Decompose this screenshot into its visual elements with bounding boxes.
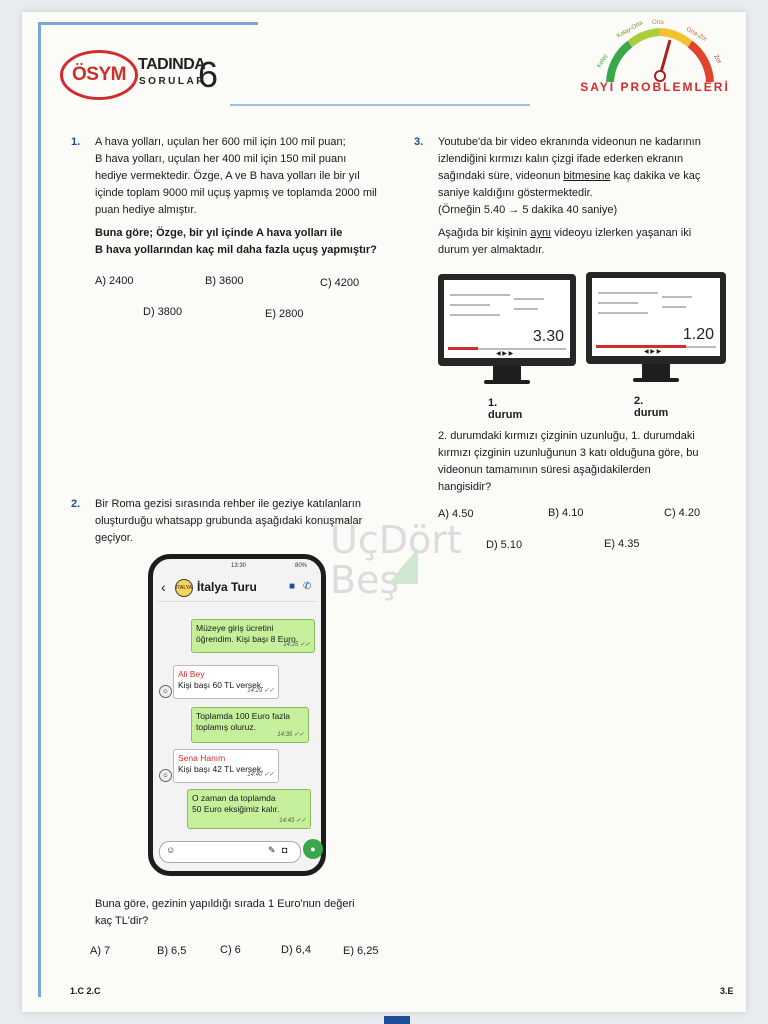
back-arrow-icon[interactable]: ‹ xyxy=(161,579,166,595)
logo-brand: ÖSYM xyxy=(72,64,126,85)
q2-option-e[interactable]: E) 6,25 xyxy=(343,945,379,957)
q1-option-b[interactable]: B) 3600 xyxy=(205,275,244,287)
q3-question xyxy=(438,428,738,496)
emoji-icon[interactable]: ☺ xyxy=(166,845,176,855)
gauge-label-kolay-orta: Kolay-Orta xyxy=(616,20,644,40)
q1-text-line: hediye vermektedir. Özge, A ve B hava yolları ile bir yıl xyxy=(95,170,360,182)
q2-option-c[interactable]: C) 6 xyxy=(220,944,241,956)
q3-question-line: hangisidir? xyxy=(438,481,492,493)
q3-text-line: (Örneğin 5.40 → 5 dakika 40 saniye) xyxy=(438,204,618,216)
status-battery: 80% xyxy=(294,563,307,569)
q3-option-e[interactable]: E) 4.35 xyxy=(604,538,640,550)
message-line: toplamış oluruz. xyxy=(196,722,256,732)
gauge-label-kolay: Kolay xyxy=(596,52,610,69)
group-name: İtalya Turu xyxy=(197,580,257,594)
q1-option-c[interactable]: C) 4200 xyxy=(320,277,360,289)
monitor-screen xyxy=(586,272,726,364)
difficulty-gauge-icon xyxy=(590,16,730,86)
q3-text-line: durum yer almaktadır. xyxy=(438,244,545,256)
chat-message-in xyxy=(173,749,279,783)
message-time: 14:35 ✓✓ xyxy=(277,732,304,738)
q3-option-d[interactable]: D) 5.10 xyxy=(486,539,523,551)
q3-text-line: izlendiğini kırmızı kalın çizgi ifade ederken ekranın xyxy=(438,153,684,165)
playback-controls-icon: ◀ ▶ ▶ xyxy=(496,351,514,357)
q1-question-line: Buna göre; Özge, bir yıl içinde A hava yolları ile xyxy=(95,227,343,239)
q1-option-a[interactable]: A) 2400 xyxy=(95,275,134,287)
q1-option-e[interactable]: E) 2800 xyxy=(265,308,304,320)
q3-text-fragment: kaç dakika ve kaç xyxy=(610,170,701,182)
osym-logo xyxy=(60,50,138,100)
chat-message-in xyxy=(173,665,279,699)
message-time: 14:43 ✓✓ xyxy=(279,818,306,824)
person-avatar-icon: ☺ xyxy=(159,685,172,698)
mic-icon[interactable]: ● xyxy=(303,839,323,859)
q1-text-line: içinde toplam 9000 mil uçuş yapmış ve toplamda 2000 mil xyxy=(95,187,377,199)
logo-line2: SORULAR xyxy=(139,76,206,87)
watermark-triangle xyxy=(388,548,418,584)
q2-question-line: kaç TL'dir? xyxy=(95,915,149,927)
question-number: 2. xyxy=(71,498,81,510)
blue-divider xyxy=(230,104,530,106)
phone-call-icon[interactable]: ✆ xyxy=(303,581,312,592)
message-line: Toplamda 100 Euro fazla xyxy=(196,711,291,721)
q1-text-line: B hava yolları, uçulan her 400 mil için 150 mil puanı xyxy=(95,153,347,165)
watermark-line1: ÜçDört xyxy=(330,518,462,562)
question-3 xyxy=(414,134,738,259)
q2-text-line: geçiyor. xyxy=(95,532,133,544)
message-time: 14:40 ✓✓ xyxy=(247,772,274,778)
remaining-time: 1.20 xyxy=(682,326,714,343)
blue-frame-horizontal xyxy=(38,22,258,25)
monitor-label: 2. durum xyxy=(634,395,669,419)
q1-question-line: B hava yollarından kaç mil daha fazla uçuş yapmıştır? xyxy=(95,244,377,256)
status-time: 13:30 xyxy=(231,563,247,569)
remaining-time: 3.30 xyxy=(532,328,564,345)
logo-number: 6 xyxy=(198,54,219,95)
q3-option-a[interactable]: A) 4.50 xyxy=(438,508,474,520)
q3-text-line: saniye kaldığını göstermektedir. xyxy=(438,187,593,199)
section-title: SAYI PROBLEMLERİ xyxy=(580,80,730,94)
message-line: 50 Euro eksiğimiz kalır. xyxy=(192,804,280,814)
chat-message-out xyxy=(191,707,309,743)
message-time: 14:25 ✓✓ xyxy=(283,642,310,648)
chat-message-out xyxy=(187,789,311,829)
q3-text-fragment: sağındaki süre, videonun xyxy=(438,170,564,182)
q3-text-line xyxy=(438,168,738,185)
message-line: Kişi başı 42 TL versek. xyxy=(178,764,264,774)
message-time: 14:29 ✓✓ xyxy=(247,688,274,694)
q2-question-line: Buna göre, gezinin yapıldığı sırada 1 Euro'nun değeri xyxy=(95,898,355,910)
camera-icon[interactable]: ◘ xyxy=(282,845,288,855)
gauge-label-orta-zor: Orta-Zor xyxy=(685,26,708,44)
progress-bar xyxy=(596,345,686,348)
q2-option-b[interactable]: B) 6,5 xyxy=(157,945,187,957)
message-sender: Ali Bey xyxy=(178,669,205,679)
message-line: O zaman da toplamda xyxy=(192,793,276,803)
q1-text-line: A hava yolları, uçulan her 600 mil için 100 mil puan; xyxy=(95,136,346,148)
q3-text-fragment: Aşağıda bir kişinin xyxy=(438,227,531,239)
monitor-label: 1. durum xyxy=(488,397,523,421)
q1-text-line: puan hediye almıştır. xyxy=(95,204,197,216)
logo-line1: TADINDA xyxy=(138,56,206,73)
q2-text-line: Bir Roma gezisi sırasında rehber ile geziye katılanların xyxy=(95,498,361,510)
q3-question-line: 2. durumdaki kırmızı çizginin uzunluğu, 1. durumdaki xyxy=(438,430,695,442)
video-frame xyxy=(444,280,570,358)
q3-text-line xyxy=(438,225,738,242)
message-line: Kişi başı 60 TL versek. xyxy=(178,680,264,690)
q3-underlined-word: aynı xyxy=(530,227,552,239)
video-frame xyxy=(592,278,720,356)
q3-text-fragment: videoyu izlerken yaşanan iki xyxy=(551,227,692,239)
group-avatar: İTALYA xyxy=(175,579,193,597)
q3-option-b[interactable]: B) 4.10 xyxy=(548,507,584,519)
gauge-label-zor: Zor xyxy=(712,54,722,65)
answer-key-left: 1.C 2.C xyxy=(70,986,101,996)
chat-header xyxy=(157,575,317,602)
question-number: 3. xyxy=(414,136,424,148)
attach-icon[interactable]: ✎ xyxy=(268,845,276,855)
q3-question-line: videonun tamamının süresi aşağıdakilerden xyxy=(438,464,651,476)
message-sender: Sena Hanım xyxy=(178,753,226,763)
message-input[interactable] xyxy=(159,841,301,863)
chat-message-out xyxy=(191,619,315,653)
q3-question-line: kırmızı çizginin uzunluğunun 3 katı olduğuna göre, bu xyxy=(438,447,699,459)
message-line: Müzeye giriş ücretini xyxy=(196,623,274,633)
progress-bar xyxy=(448,347,478,350)
q2-text-line: oluşturduğu whatsapp grubunda aşağıdaki konuşmalar xyxy=(95,515,363,527)
answer-key-right: 3.E xyxy=(720,986,734,996)
monitor-screen xyxy=(438,274,576,366)
gauge-label-orta: Orta xyxy=(652,20,664,26)
q3-text-line: Youtube'da bir video ekranında videonun ne kadarının xyxy=(438,136,701,148)
video-call-icon[interactable]: ■ xyxy=(289,581,296,592)
q1-option-d[interactable]: D) 3800 xyxy=(143,306,183,318)
question-2 xyxy=(71,496,395,547)
page-tab xyxy=(384,1016,410,1024)
q2-option-d[interactable]: D) 6,4 xyxy=(281,944,311,956)
q3-underlined-word: bitmesine xyxy=(563,170,611,182)
playback-controls-icon: ◀ ▶ ▶ xyxy=(644,349,662,355)
phone-whatsapp xyxy=(148,554,326,876)
person-avatar-icon: ☺ xyxy=(159,769,172,782)
q2-question xyxy=(95,896,395,930)
question-number: 1. xyxy=(71,136,81,148)
question-1 xyxy=(71,134,395,259)
message-line: öğrendim. Kişi başı 8 Euro. xyxy=(196,634,299,644)
q3-option-c[interactable]: C) 4.20 xyxy=(664,507,701,519)
q2-option-a[interactable]: A) 7 xyxy=(90,945,111,957)
watermark-line2: Beş xyxy=(330,558,400,602)
blue-frame-vertical xyxy=(38,22,41,997)
